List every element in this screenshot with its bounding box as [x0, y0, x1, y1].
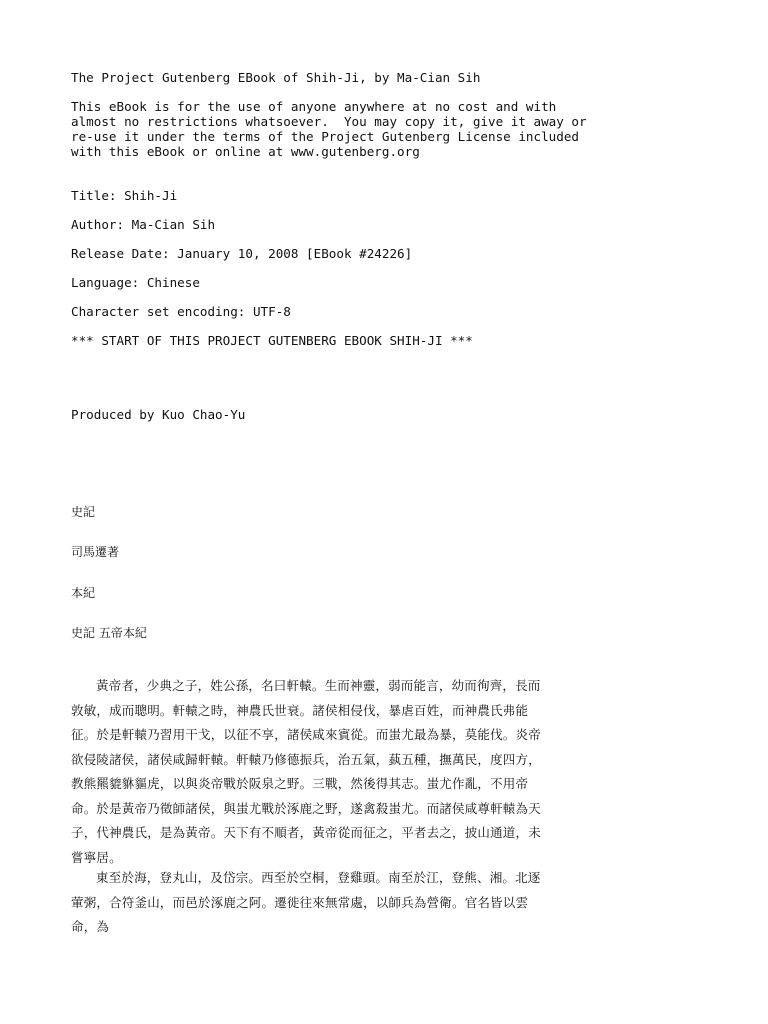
body-paragraph: 黃帝者，少典之子，姓公孫，名曰軒轅。生而神靈，弱而能言，幼而徇齊，長而敦敏，成而聰明。軒轅之時，神農氏世衰。諸侯相侵伐，暴虐百姓，而神農氏弗能征。於是軒轅乃習用干戈，以征不享，諸侯咸來賓從。而蚩尤最為暴，莫能伐。炎帝欲侵陵諸侯，諸侯咸歸軒轅。軒轅乃修德振兵，治五氣，蓺五種，撫萬民，度四方，教熊羆貔貅貙虎，以與炎帝戰於阪泉之野。三戰，然後得其志。蚩尤作亂，不用帝命。於是黃帝乃徵師諸侯，與蚩尤戰於涿鹿之野，遂禽殺蚩尤。而諸侯咸尊軒轅為天子，代神農氏，是為黃帝。天下有不順者，黃帝從而征之，平者去之，披山通道，未嘗寧居。: [71, 678, 541, 865]
chapter-heading: 史記 五帝本紀: [71, 626, 147, 640]
meta-encoding: Character set encoding: UTF-8: [71, 304, 291, 319]
meta-title: Title: Shih-Ji: [71, 188, 178, 203]
start-marker: *** START OF THIS PROJECT GUTENBERG EBOOK SHIH-JI ***: [71, 333, 473, 348]
license-line: almost no restrictions whatsoever. You may copy it, give it away or: [71, 114, 587, 129]
ebook-header-title: The Project Gutenberg EBook of Shih-Ji, by Ma-Cian Sih: [71, 70, 481, 85]
book-title: 史記: [71, 505, 96, 519]
meta-release-date: Release Date: January 10, 2008 [EBook #24226]: [71, 246, 413, 261]
license-line: This eBook is for the use of anyone anywhere at no cost and with: [71, 99, 557, 114]
meta-language: Language: Chinese: [71, 275, 200, 290]
produced-by: Produced by Kuo Chao-Yu: [71, 407, 246, 422]
license-line: with this eBook or online at www.gutenberg.org: [71, 144, 420, 159]
author-line: 司馬遷著: [71, 545, 120, 559]
meta-author: Author: Ma-Cian Sih: [71, 217, 216, 232]
section-heading: 本紀: [71, 586, 96, 600]
body-paragraph: 東至於海，登丸山，及岱宗。西至於空桐，登雞頭。南至於江，登熊、湘。北逐葷粥，合符釜山，而邑於涿鹿之阿。遷徙往來無常處，以師兵為營衛。官名皆以雲命，為: [71, 870, 541, 934]
license-line: re-use it under the terms of the Project Gutenberg License included: [71, 129, 579, 144]
